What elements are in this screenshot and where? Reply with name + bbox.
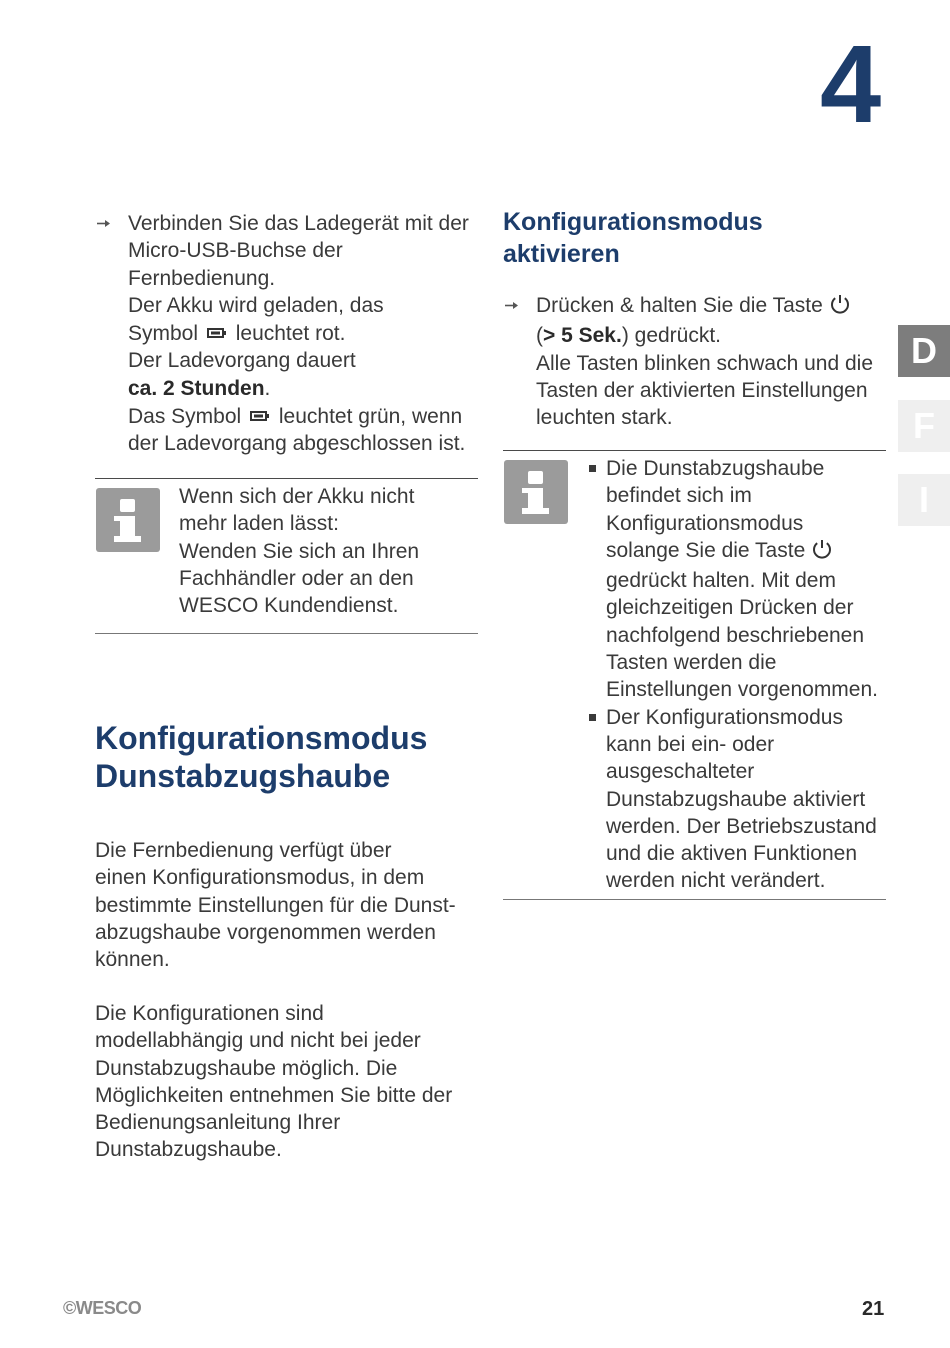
power-icon: [829, 293, 851, 322]
page-number: 21: [862, 1298, 885, 1320]
text-line: Die Fernbedienung verfügt über: [95, 839, 392, 862]
charge-duration: ca. 2 Stunden: [128, 376, 265, 400]
text-fragment: .: [264, 376, 271, 400]
text-fragment: leuchtet rot.: [235, 322, 346, 346]
text-line: können.: [95, 948, 170, 972]
text-line: Die Konfigurationen sind: [95, 1002, 324, 1025]
text-line: WESCO Kundendienst.: [179, 594, 399, 618]
hold-duration: > 5 Sek.: [543, 324, 622, 348]
heading-line: Dunstabzugshaube: [95, 758, 391, 794]
text-line: Der Ladevorgang dauert: [128, 349, 356, 373]
text-line: [128, 319, 496, 347]
intro-paragraph: [95, 837, 495, 973]
text-line: Dunstabzugshaube aktiviert: [606, 787, 866, 811]
copyright-symbol: ©: [63, 1298, 76, 1318]
divider: [95, 478, 478, 479]
battery-icon: [207, 319, 227, 346]
text-line: Micro-USB-Buchse der: [128, 239, 343, 263]
divider: [503, 450, 886, 451]
text-line: modellabhängig und nicht bei jeder: [95, 1029, 421, 1053]
heading-line: Konfigurationsmodus: [503, 208, 763, 236]
text-line: Verbinden Sie das Ladegerät mit der: [128, 212, 469, 235]
text-fragment: solange Sie die Taste: [606, 538, 806, 562]
text-line: werden. Der Betriebszustand: [606, 814, 877, 838]
battery-icon: [250, 402, 270, 429]
text-line: Wenden Sie sich an Ihren: [179, 539, 420, 563]
text-line: [536, 322, 894, 349]
info-note: [179, 483, 479, 619]
model-paragraph: [95, 1000, 495, 1164]
text-line: Dunstabzugshaube.: [95, 1138, 282, 1162]
language-tab-d[interactable]: D: [898, 325, 950, 377]
brand-name: WESCO: [75, 1298, 142, 1318]
text-line: Dunstabzugshaube möglich. Die: [95, 1056, 398, 1080]
text-line: Die Dunstabzugshaube: [606, 457, 825, 480]
charging-step: [96, 210, 496, 458]
text-line: leuchten stark.: [536, 406, 673, 430]
text-line: befindet sich im: [606, 484, 752, 508]
subsection-heading: [503, 206, 893, 270]
text-line: Einstellungen vorgenommen.: [606, 678, 878, 702]
text-line: Konfigurationsmodus: [606, 511, 804, 535]
text-line: Wenn sich der Akku nicht: [179, 485, 415, 508]
text-fragment: ) gedrückt.: [621, 324, 722, 348]
text-line: Alle Tasten blinken schwach und die: [536, 351, 873, 375]
text-line: kann bei ein- oder: [606, 732, 775, 756]
text-line: Fernbedienung.: [128, 266, 276, 290]
activation-step: [504, 292, 894, 431]
text-fragment: Drücken & halten Sie die Taste: [536, 294, 823, 317]
text-fragment: (: [536, 324, 543, 348]
info-icon: [96, 488, 160, 552]
divider: [503, 899, 886, 900]
text-line: Bedienungsanleitung Ihrer: [95, 1111, 341, 1135]
text-line: abzugshaube vorgenommen werden: [95, 920, 436, 944]
power-icon: [811, 538, 833, 567]
text-line: gleichzeitigen Drücken der: [606, 596, 854, 620]
text-line: einen Konfigurationsmodus, in dem: [95, 866, 425, 890]
text-line: bestimmte Einstellungen für die Dunst-: [95, 893, 456, 917]
text-fragment: leuchtet grün, wenn: [278, 405, 463, 429]
text-line: mehr laden lässt:: [179, 512, 339, 536]
list-item: [588, 455, 893, 704]
language-tab-i[interactable]: I: [898, 474, 950, 526]
text-line: ausgeschalteter: [606, 760, 755, 784]
text-line: [536, 292, 894, 322]
text-line: gedrückt halten. Mit dem: [606, 569, 836, 593]
divider: [95, 633, 478, 634]
text-line: nachfolgend beschriebenen: [606, 623, 865, 647]
section-heading: [95, 719, 495, 795]
footer-logo: [63, 1298, 141, 1319]
text-line: [128, 402, 496, 430]
text-line: und die aktiven Funktionen: [606, 842, 858, 866]
text-line: Fachhändler oder an den: [179, 566, 414, 590]
info-icon: [504, 460, 568, 524]
text-line: der Ladevorgang abgeschlossen ist.: [128, 432, 466, 456]
text-fragment: Symbol: [128, 322, 199, 346]
heading-line: Konfigurationsmodus: [95, 720, 428, 756]
list-item: [588, 704, 893, 895]
text-line: [606, 537, 893, 567]
heading-line: aktivieren: [503, 240, 620, 268]
text-fragment: Das Symbol: [128, 405, 242, 429]
text-line: Der Konfigurationsmodus: [606, 705, 843, 729]
text-line: [128, 375, 496, 402]
text-line: Tasten der aktivierten Einstellungen: [536, 378, 868, 402]
text-line: Tasten werden die: [606, 651, 777, 675]
text-line: Möglichkeiten entnehmen Sie bitte der: [95, 1083, 453, 1107]
language-tab-f[interactable]: F: [898, 400, 950, 452]
info-bullets: [588, 455, 893, 895]
text-line: werden nicht verändert.: [606, 869, 826, 893]
chapter-number: 4: [820, 23, 880, 146]
text-line: Der Akku wird geladen, das: [128, 293, 384, 317]
